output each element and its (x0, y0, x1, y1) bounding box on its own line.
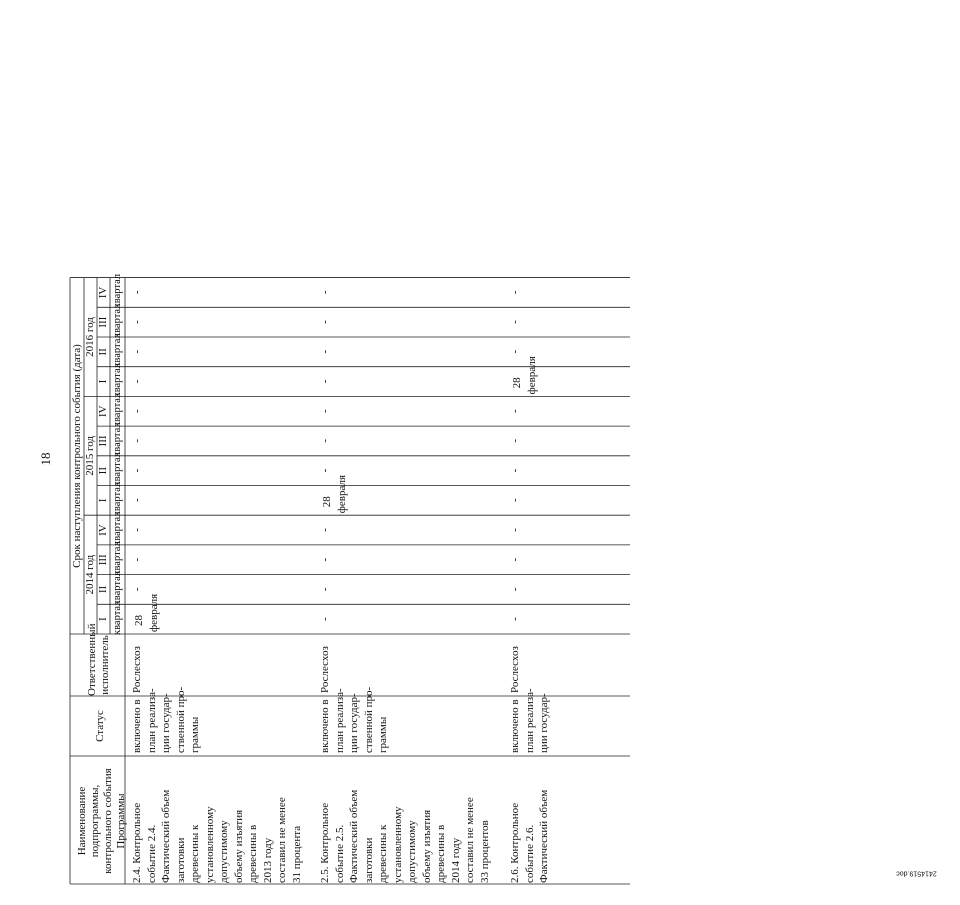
page-number: 18 (38, 452, 53, 466)
row-deadline-cell: - (319, 468, 331, 473)
header-name-col: Наименование подпрограммы, контрольного события Программы (76, 768, 127, 874)
header-quarter-num: IV (97, 286, 109, 299)
row-deadline-cell: - (319, 379, 331, 384)
header-quarter-num: IV (97, 405, 109, 418)
header-quarter-num: I (97, 617, 109, 621)
row-name: 2.4. Контрольное событие 2.4. Фактический объем заготовки древесины к установленному допустимому объему изъятия древесины в 2013 году составил не менее 31 процента (131, 789, 303, 883)
row-deadline-cell: - (509, 528, 521, 532)
row-deadline-cell: - (319, 438, 331, 443)
row-deadline-cell: - (319, 528, 331, 532)
header-quarter-num: IV (97, 524, 109, 536)
header-quarter-num: I (97, 498, 109, 503)
row-deadline-cell: - (509, 617, 521, 621)
row-deadline-cell: - (509, 438, 521, 443)
row-deadline-cell: - (509, 468, 521, 473)
row-deadline-cell: - (319, 617, 331, 621)
header-quarter-word: квартал (112, 481, 123, 517)
row-status: включено в план реализа- ции государ- (509, 688, 550, 753)
row-deadline-cell: 28 февраля (133, 593, 160, 632)
row-deadline-cell: - (319, 320, 331, 324)
row-deadline-cell: - (131, 557, 143, 562)
header-quarter-word: квартал (112, 511, 123, 546)
row-status: включено в план реализа- ции государ- ственной про- граммы (131, 686, 201, 753)
header-year: 2014 год (84, 554, 96, 595)
header-quarter-word: квартал (112, 570, 123, 606)
row-status: включено в план реализа- ции государ- ственной про- граммы (319, 686, 389, 753)
header-year: 2015 год (84, 435, 96, 476)
row-deadline-cell: - (319, 349, 331, 354)
header-quarter-num: II (97, 585, 109, 594)
row-deadline-cell: - (509, 587, 521, 592)
row-deadline-cell: - (509, 409, 521, 413)
row-deadline-cell: 28 февраля (321, 474, 348, 514)
row-deadline-cell: - (131, 379, 143, 384)
row-responsible: Рослесхоз (509, 646, 521, 693)
row-deadline-cell: - (509, 557, 521, 562)
header-quarter-word: квартал (112, 422, 123, 457)
footer: 2414519.doc (896, 869, 937, 877)
row-responsible: Рослесхоз (131, 646, 143, 693)
row-name: 2.5. Контрольное событие 2.5. Фактический объем заготовки древесины к установленному допустимому объему изъятия древесины в 2014 году составил не менее 33 процентов (319, 789, 491, 883)
header-quarter-num: I (97, 379, 109, 384)
row-deadline-cell: - (131, 349, 143, 354)
header-deadline-title: Срок наступления контрольного события (дата) (71, 344, 83, 568)
row-name: 2.6. Контрольное событие 2.6. Фактический объем (509, 789, 550, 883)
header-quarter-word: квартал (112, 303, 123, 338)
header-quarter-num: III (97, 435, 109, 447)
header-quarter-word: квартал (112, 333, 123, 368)
row-deadline-cell: - (319, 409, 331, 413)
header-quarter-word: квартал (112, 452, 123, 487)
header-status-col: Статус (94, 710, 106, 742)
header-quarter-num: II (97, 467, 109, 475)
header-quarter-word: квартал (112, 363, 123, 398)
row-deadline-cell: - (131, 587, 143, 592)
row-deadline-cell: - (509, 320, 521, 324)
header-quarter-word: квартал (112, 541, 123, 576)
header-quarter-num: III (97, 554, 109, 566)
rotated-table (70, 14, 937, 886)
row-deadline-cell: - (131, 409, 143, 413)
header-quarter-word: квартал (112, 600, 123, 635)
table-grid (70, 14, 630, 886)
row-deadline-cell: - (319, 290, 331, 295)
row-deadline-cell: - (131, 438, 143, 443)
row-deadline-cell: - (319, 587, 331, 592)
row-deadline-cell: - (509, 349, 521, 354)
row-deadline-cell: - (319, 557, 331, 562)
row-deadline-cell: - (131, 528, 143, 532)
row-deadline-cell: - (131, 290, 143, 295)
row-deadline-cell: - (131, 320, 143, 324)
row-deadline-cell: - (131, 498, 143, 503)
header-year: 2016 год (84, 317, 96, 357)
header-quarter-num: III (97, 316, 109, 328)
row-deadline-cell: - (509, 290, 521, 295)
header-quarter-word: квартал (112, 273, 123, 309)
header-quarter-num: II (97, 348, 109, 356)
header-responsible-col: Ответственный исполнитель (86, 623, 111, 696)
header-quarter-word: квартал (112, 392, 123, 428)
row-deadline-cell: - (131, 468, 143, 473)
row-deadline-cell: - (509, 498, 521, 503)
row-responsible: Рослесхоз (319, 646, 331, 693)
row-deadline-cell: 28 февраля (511, 356, 538, 395)
